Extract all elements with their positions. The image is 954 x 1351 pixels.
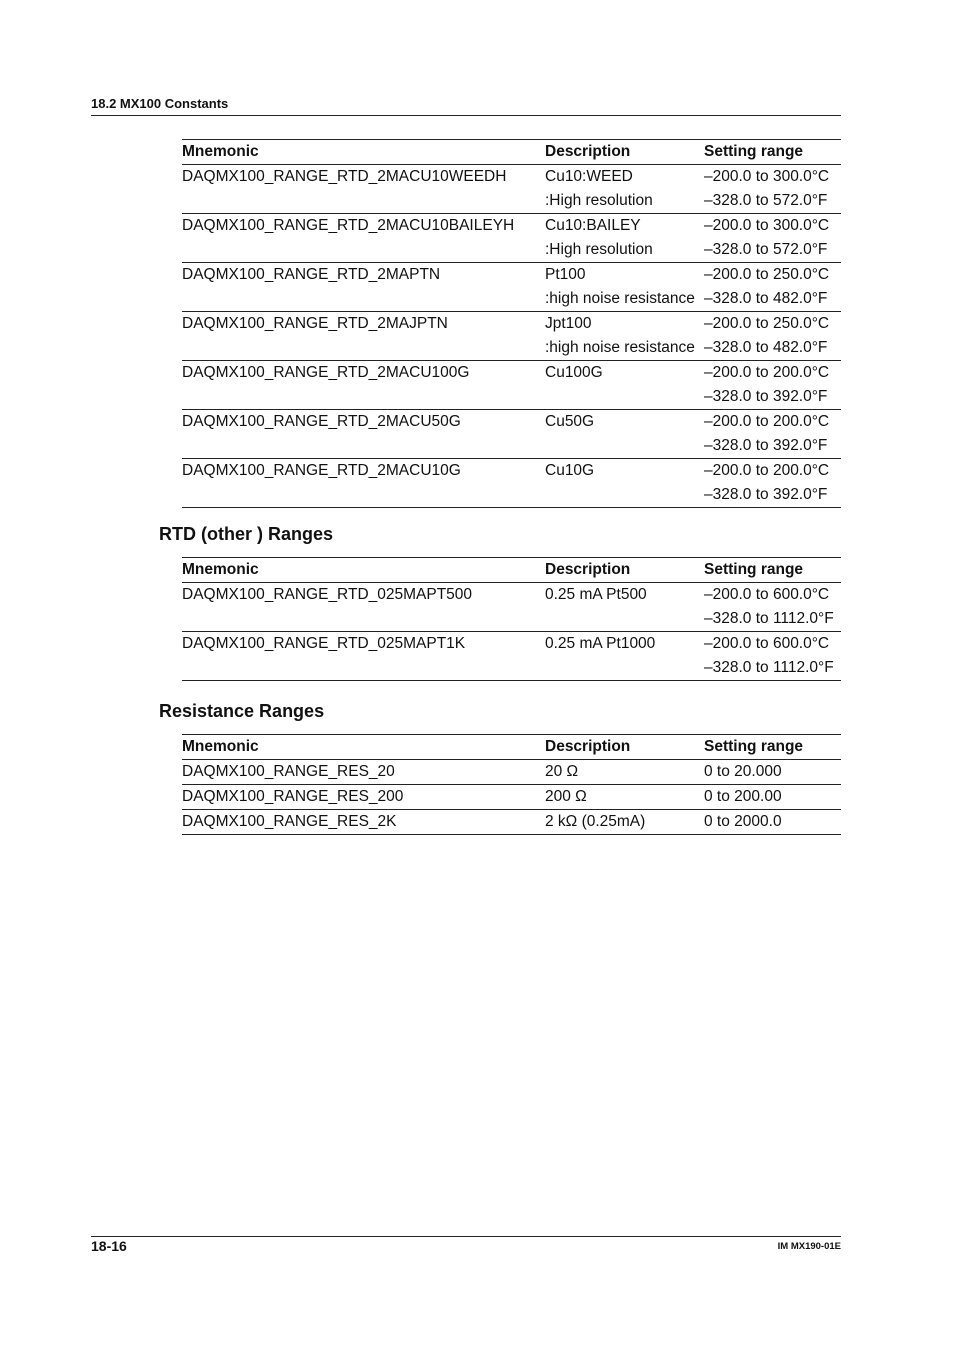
description-cell: Pt100 <box>545 266 586 283</box>
range-fahrenheit-cell: –328.0 to 482.0°F <box>704 290 828 307</box>
mnemonic-cell: DAQMX100_RANGE_RES_200 <box>182 788 404 805</box>
table-row <box>182 760 841 785</box>
description-cell: 2 kΩ (0.25mA) <box>545 813 646 830</box>
range-celsius-cell: –200.0 to 600.0°C <box>704 635 830 652</box>
rtd-other-ranges-table <box>182 557 841 681</box>
mnemonic-cell: DAQMX100_RANGE_RTD_2MAPTN <box>182 266 441 283</box>
table-header-row <box>182 140 841 165</box>
description-cell <box>545 607 704 632</box>
description-cell <box>545 434 704 459</box>
table-row-continuation <box>182 434 841 459</box>
footer-rule <box>91 1236 841 1237</box>
mnemonic-cell: DAQMX100_RANGE_RES_2K <box>182 813 397 830</box>
range-fahrenheit-cell: –328.0 to 482.0°F <box>704 339 828 356</box>
table-row <box>182 810 841 835</box>
rtd-other-ranges-heading: RTD (other ) Ranges <box>159 524 334 544</box>
range-celsius-cell: –200.0 to 200.0°C <box>704 462 830 479</box>
col-header-mnemonic: Mnemonic <box>182 561 259 578</box>
description-cell <box>545 483 704 508</box>
table-row <box>182 459 841 484</box>
col-header-description: Description <box>545 143 631 160</box>
col-header-mnemonic: Mnemonic <box>182 738 259 755</box>
table-row <box>182 632 841 657</box>
table-row <box>182 165 841 190</box>
col-header-setting-range: Setting range <box>704 561 804 578</box>
description-cell: :High resolution <box>545 241 653 258</box>
mnemonic-cell: DAQMX100_RANGE_RTD_2MACU10G <box>182 462 461 479</box>
section-header-title: 18.2 MX100 Constants <box>91 96 229 111</box>
col-header-setting-range: Setting range <box>704 143 804 160</box>
description-cell: Jpt100 <box>545 315 592 332</box>
description-cell: :high noise resistance <box>545 290 695 307</box>
range-celsius-cell: –200.0 to 250.0°C <box>704 266 830 283</box>
range-fahrenheit-cell: –328.0 to 1112.0°F <box>704 659 834 676</box>
range-fahrenheit-cell: –328.0 to 1112.0°F <box>704 610 834 627</box>
range-celsius-cell: –200.0 to 200.0°C <box>704 364 830 381</box>
resistance-ranges-table <box>182 734 841 835</box>
range-fahrenheit-cell: –328.0 to 392.0°F <box>704 388 828 405</box>
table-row <box>182 785 841 810</box>
description-cell: Cu50G <box>545 413 595 430</box>
mnemonic-cell: DAQMX100_RANGE_RTD_2MAJPTN <box>182 315 448 332</box>
col-header-mnemonic: Mnemonic <box>182 143 259 160</box>
description-cell: Cu10:BAILEY <box>545 217 641 234</box>
table-header-row <box>182 558 841 583</box>
range-celsius-cell: –200.0 to 300.0°C <box>704 168 830 185</box>
mnemonic-cell: DAQMX100_RANGE_RTD_025MAPT1K <box>182 635 466 652</box>
table-row-continuation <box>182 483 841 508</box>
mnemonic-cell: DAQMX100_RANGE_RTD_2MACU10BAILEYH <box>182 217 515 234</box>
header-rule <box>91 115 841 116</box>
description-cell: Cu10:WEED <box>545 168 633 185</box>
table-row-continuation <box>182 656 841 681</box>
description-cell: :High resolution <box>545 192 653 209</box>
range-fahrenheit-cell: –328.0 to 572.0°F <box>704 192 828 209</box>
range-cell: 0 to 2000.0 <box>704 813 782 830</box>
col-header-description: Description <box>545 738 631 755</box>
document-code: IM MX190-01E <box>777 1241 841 1252</box>
description-cell: 20 Ω <box>545 763 579 780</box>
table-header-row <box>182 735 841 760</box>
range-fahrenheit-cell: –328.0 to 392.0°F <box>704 486 828 503</box>
table-row <box>182 214 841 239</box>
range-celsius-cell: –200.0 to 250.0°C <box>704 315 830 332</box>
resistance-ranges-heading: Resistance Ranges <box>159 701 325 721</box>
table-row <box>182 312 841 337</box>
table-row-continuation <box>182 287 841 312</box>
table-row-continuation <box>182 238 841 263</box>
range-celsius-cell: –200.0 to 300.0°C <box>704 217 830 234</box>
page-number: 18-16 <box>91 1238 127 1254</box>
description-cell <box>545 385 704 410</box>
mnemonic-cell: DAQMX100_RANGE_RTD_2MACU100G <box>182 364 470 381</box>
mnemonic-cell: DAQMX100_RANGE_RES_20 <box>182 763 395 780</box>
table-row-continuation <box>182 189 841 214</box>
table-row <box>182 410 841 435</box>
mnemonic-cell: DAQMX100_RANGE_RTD_2MACU50G <box>182 413 461 430</box>
mnemonic-cell: DAQMX100_RANGE_RTD_2MACU10WEEDH <box>182 168 507 185</box>
range-celsius-cell: –200.0 to 200.0°C <box>704 413 830 430</box>
rtd-2ma-ranges-table <box>182 139 841 508</box>
description-cell: 0.25 mA Pt500 <box>545 586 647 603</box>
table-row-continuation <box>182 385 841 410</box>
description-cell: 200 Ω <box>545 788 587 805</box>
range-cell: 0 to 200.00 <box>704 788 782 805</box>
range-fahrenheit-cell: –328.0 to 572.0°F <box>704 241 828 258</box>
range-fahrenheit-cell: –328.0 to 392.0°F <box>704 437 828 454</box>
range-cell: 0 to 20.000 <box>704 763 782 780</box>
description-cell: Cu10G <box>545 462 595 479</box>
col-header-setting-range: Setting range <box>704 738 804 755</box>
table-row-continuation <box>182 607 841 632</box>
col-header-description: Description <box>545 561 631 578</box>
description-cell: :high noise resistance <box>545 339 695 356</box>
range-celsius-cell: –200.0 to 600.0°C <box>704 586 830 603</box>
table-row <box>182 263 841 288</box>
description-cell: 0.25 mA Pt1000 <box>545 635 656 652</box>
table-row <box>182 583 841 608</box>
description-cell: Cu100G <box>545 364 603 381</box>
table-row-continuation <box>182 336 841 361</box>
table-row <box>182 361 841 386</box>
mnemonic-cell: DAQMX100_RANGE_RTD_025MAPT500 <box>182 586 473 603</box>
description-cell <box>545 656 704 681</box>
